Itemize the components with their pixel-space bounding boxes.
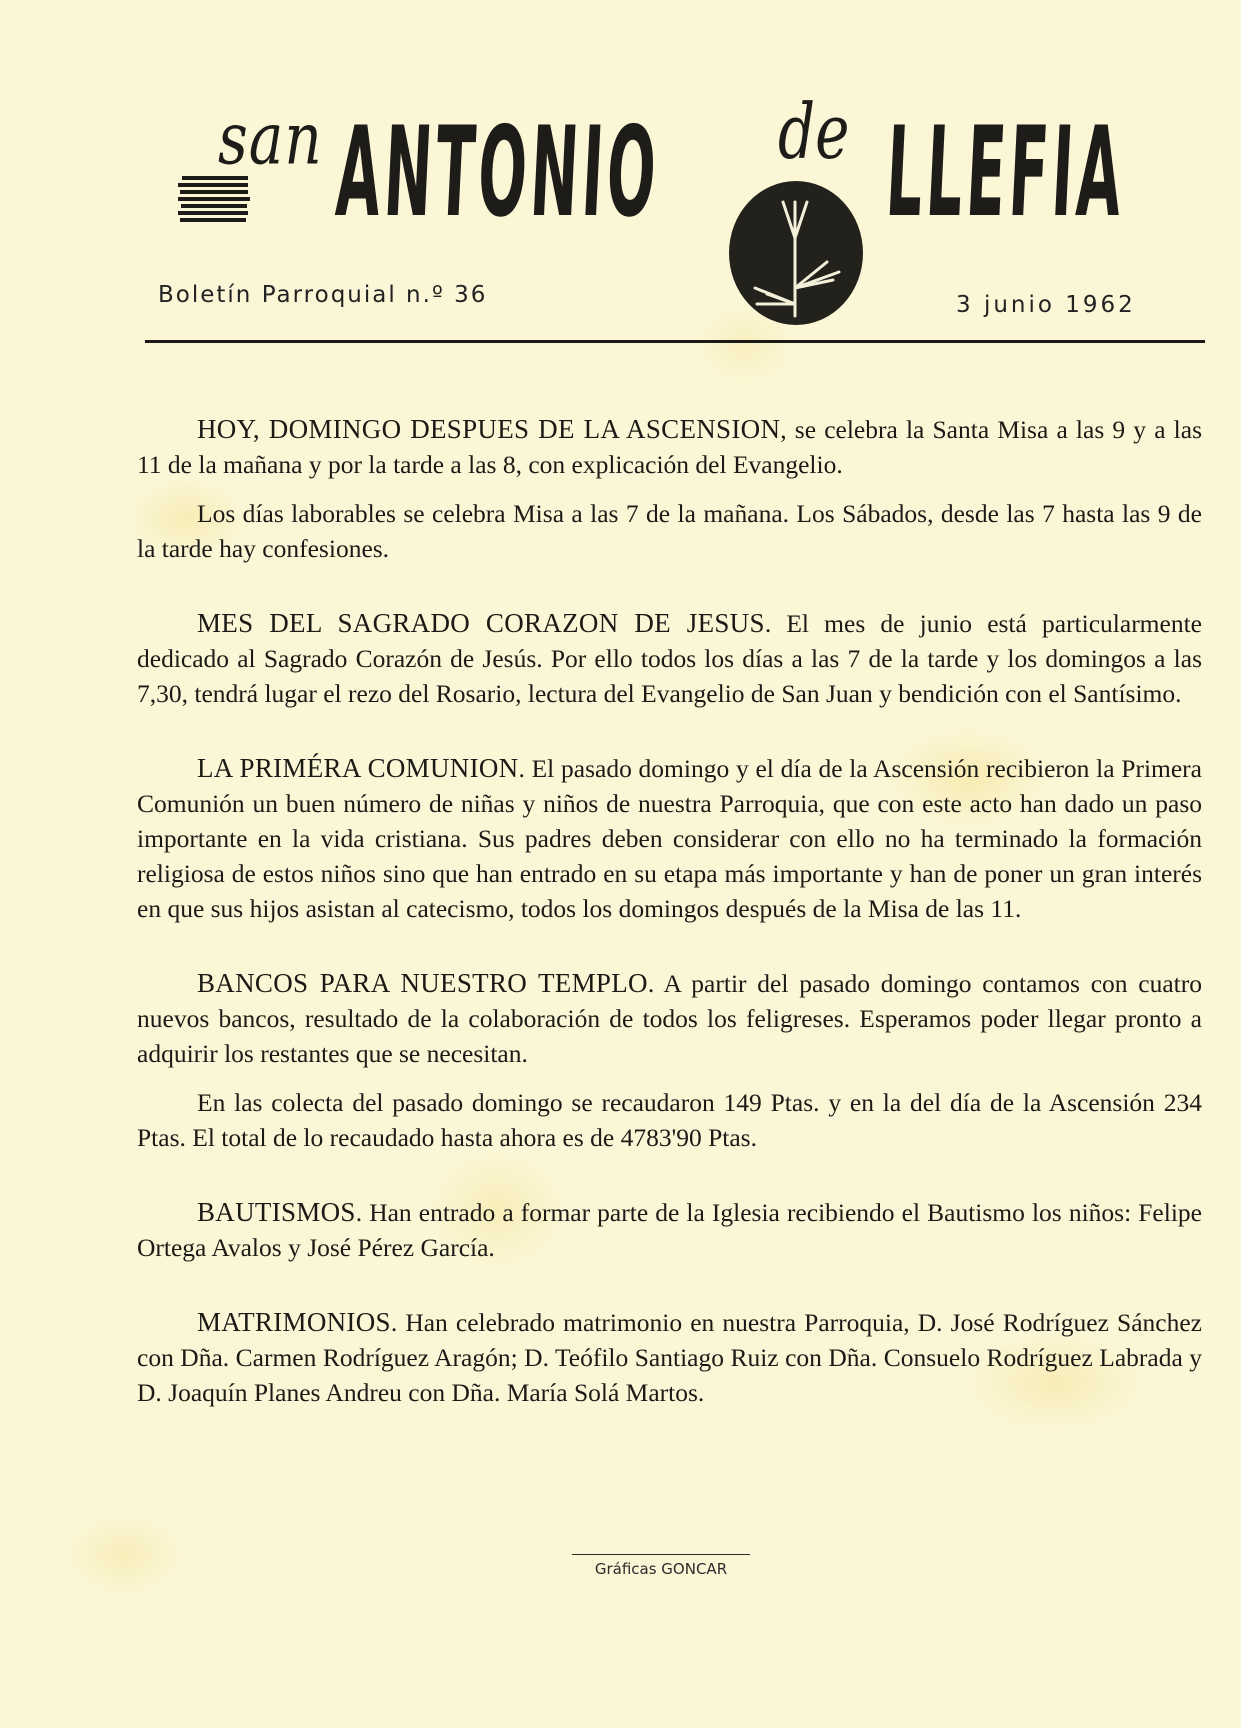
header-rule: [145, 340, 1205, 343]
article-heading: MATRIMONIOS: [197, 1307, 391, 1337]
article-bancos: [137, 966, 1202, 1071]
masthead: [0, 0, 1241, 345]
article-text: . Han entrado a formar parte de la Iglesia recibiendo el Bautismo los niños: Felipe Ortega Avalos y José Pérez García.: [137, 1198, 1202, 1262]
article-heading: HOY, DOMINGO DESPUES DE LA ASCENSION: [197, 414, 781, 444]
bulletin-body: [137, 412, 1202, 1410]
article-matrimonios: [137, 1305, 1202, 1410]
issue-date: 3 junio 1962: [956, 292, 1136, 318]
article-text: En las colecta del pasado domingo se recaudaron 149 Ptas. y en la del día de la Ascensión 234 Ptas. El total de lo recaudado hasta ahora es de 4783'90 Ptas.: [137, 1088, 1202, 1152]
logo-word-antonio: ANTONIO: [333, 100, 663, 245]
article-heading: LA PRIMÉRA COMUNION: [197, 753, 519, 783]
tree-branch-emblem-icon: [727, 180, 865, 326]
article-text: , se celebra la Santa Misa a las 9 y a las 11 de la mañana y por la tarde a las 8, con explicación del Evangelio.: [137, 415, 1203, 479]
article-bancos-colecta: [137, 1085, 1202, 1155]
article-heading: BAUTISMOS: [197, 1197, 356, 1227]
article-text: Los días laborables se celebra Misa a las 7 de la mañana. Los Sábados, desde las 7 hasta las 9 de la tarde hay confesiones.: [137, 499, 1202, 563]
bulletin-number: Boletín Parroquial n.º 36: [158, 282, 488, 308]
article-text: . Han celebrado matrimonio en nuestra Parroquia, D. José Rodríguez Sánchez con Dña. Carmen Rodríguez Aragón; D. Teófilo Santiago Ruiz con Dña. Consuelo Rodríguez Labrada y D. Joaquín Planes Andreu con Dña. María Solá Martos.: [137, 1308, 1202, 1407]
article-hoy: [137, 412, 1202, 482]
article-bautismos: [137, 1195, 1202, 1265]
article-sagrado-corazon: [137, 606, 1202, 711]
horizontal-stripes-ornament-icon: [178, 174, 252, 224]
article-hoy-continued: [137, 496, 1202, 566]
footer-rule: [572, 1554, 750, 1555]
article-heading: MES DEL SAGRADO CORAZON DE JESUS: [197, 608, 765, 638]
logo-word-san: san: [218, 96, 323, 181]
logo-word-de: de: [778, 88, 850, 177]
article-text: . El mes de junio está particularmente dedicado al Sagrado Corazón de Jesús. Por ello todos los días a las 7 de la tarde y los domingos a las 7,30, tendrá lugar el rezo del Rosario, lectura del Evangelio de San Juan y bendición con el Santísimo.: [137, 609, 1202, 708]
logo-word-llefia: LLEFIA: [883, 100, 1129, 245]
article-text: . El pasado domingo y el día de la Ascensión recibieron la Primera Comunión un buen número de niñas y niños de nuestra Parroquia, que con este acto han dado un paso importante en la vida cristiana. Sus padres deben considerar con ello no ha terminado la formación religiosa de estos niños sino que han entrado en su etapa más importante y han de poner un gran interés en que sus hijos asistan al catecismo, todos los domingos después de la Misa de las 11.: [137, 754, 1202, 923]
article-primera-comunion: [137, 751, 1202, 926]
article-heading: BANCOS PARA NUESTRO TEMPLO: [197, 968, 648, 998]
printer-credit: Gráficas GONCAR: [594, 1560, 728, 1578]
article-text: . A partir del pasado domingo contamos con cuatro nuevos bancos, resultado de la colaboración de todos los feligreses. Esperamos poder llegar pronto a adquirir los restantes que se necesitan.: [137, 969, 1202, 1068]
